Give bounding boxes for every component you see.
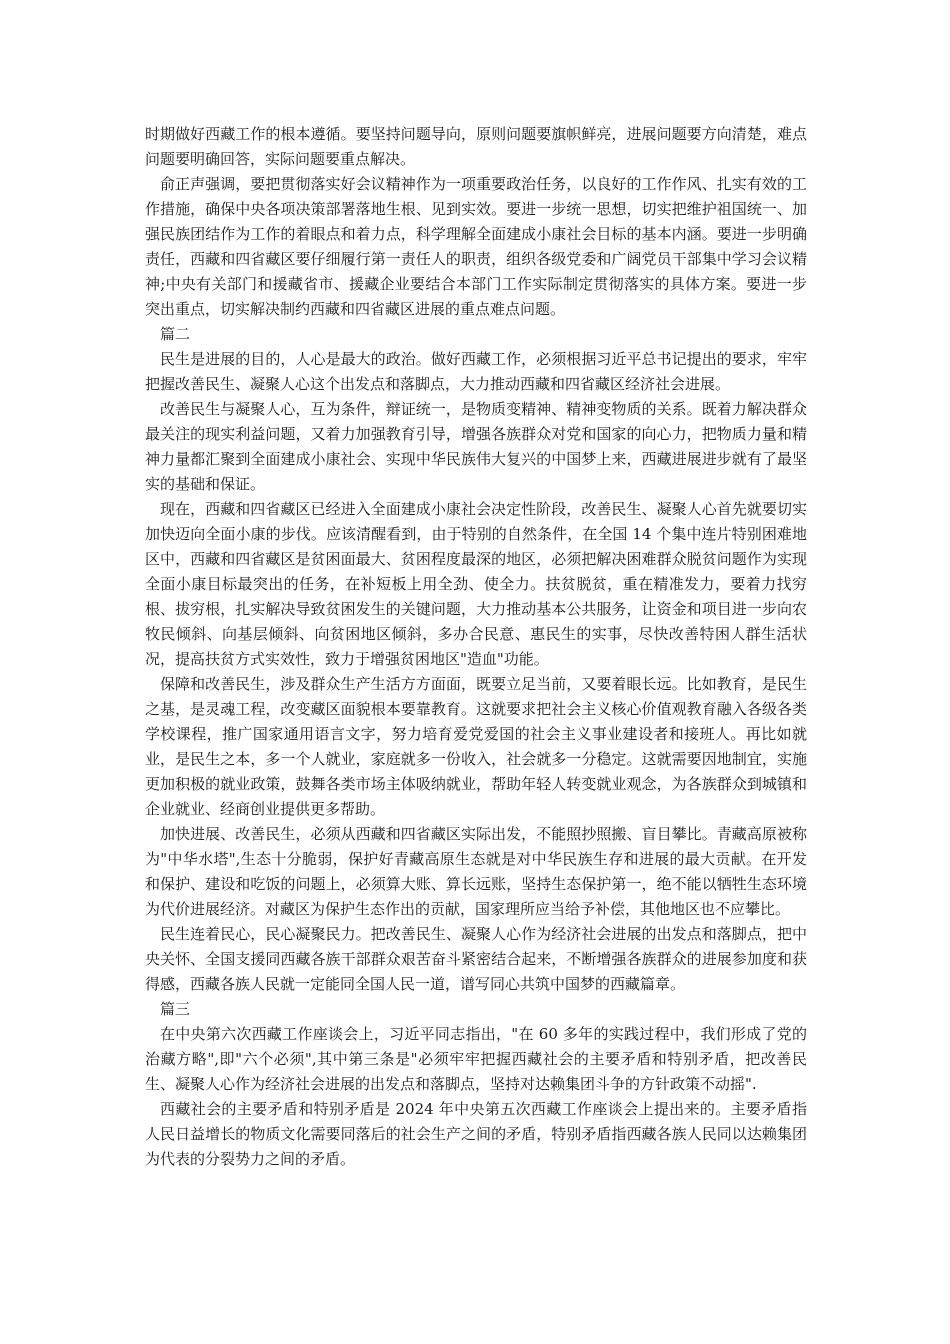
paragraph: 现在，西藏和四省藏区已经进入全面建成小康社会决定性阶段，改善民生、凝聚人心首先就要切实加快迈向全面小康的步伐。应该清醒看到，由于特别的自然条件，在全国 14 个集中连片特别困难地区中，西藏和四省藏区是贫困面最大、贫困程度最深的地区，必须把解决困难群众脱贫问题作为实现全面小康目标最突出的任务，在补短板上用全劲、使全力。扶贫脱贫，重在精准发力，要着力找穷根、拔穷根，扎实解决导致贫困发生的关键问题，大力推动基本公共服务，让资金和项目进一步向农牧民倾斜、向基层倾斜、向贫困地区倾斜，多办合民意、惠民生的实事，尽快改善特困人群生活状况，提高扶贫方式实效性，致力于增强贫困地区"造血"功能。 — [145, 500, 807, 668]
paragraph: 保障和改善民生，涉及群众生产生活方方面面，既要立足当前，又要着眼长远。比如教育，是民生之基，是灵魂工程，改变藏区面貌根本要靠教育。这就要求把社会主义核心价值观教育融入各级各类学校课程，推广国家通用语言文字，努力培育爱党爱国的社会主义事业建设者和接班人。再比如就业，是民生之本，多一个人就业，家庭就多一份收入，社会就多一分稳定。这就需要因地制宜，实施更加积极的就业政策，鼓舞各类市场主体吸纳就业，帮助年轻人转变就业观念，为各族群众到城镇和企业就业、经商创业提供更多帮助。 — [145, 675, 807, 818]
paragraph: 西藏社会的主要矛盾和特别矛盾是 2024 年中央第五次西藏工作座谈会上提出来的。主要矛盾指人民日益增长的物质文化需要同落后的社会生产之间的矛盾，特别矛盾指西藏各族人民同以达赖集团为代表的分裂势力之间的矛盾。 — [145, 1100, 807, 1168]
paragraph-yu-zhengsheng: 俞正声强调，要把贯彻落实好会议精神作为一项重要政治任务，以良好的工作作风、扎实有效的工作措施，确保中央各项决策部署落地生根、见到实效。要进一步统一思想，切实把维护祖国统一、加强民族团结作为工作的着眼点和着力点，科学理解全面建成小康社会目标的基本内涵。要进一步明确责任，西藏和四省藏区要仔细履行第一责任人的职责，组织各级党委和广阔党员干部集中学习会议精神;中央有关部门和援藏省市、援藏企业要结合本部门工作实际制定贯彻落实的具体方案。要进一步突出重点，切实解决制约西藏和四省藏区进展的重点难点问题。 — [145, 175, 807, 318]
section-heading-part-two: 篇二 — [160, 325, 191, 343]
paragraph: 改善民生与凝聚人心，互为条件，辩证统一，是物质变精神、精神变物质的关系。既着力解决群众最关注的现实利益问题，又着力加强教育引导，增强各族群众对党和国家的向心力，把物质力量和精神力量都汇聚到全面建成小康社会、实现中华民族伟大复兴的中国梦上来，西藏进展进步就有了最坚实的基础和保证。 — [145, 400, 807, 493]
document-page — [145, 122, 807, 1172]
section-heading-part-three: 篇三 — [160, 1000, 191, 1018]
paragraph: 在中央第六次西藏工作座谈会上，习近平同志指出，"在 60 多年的实践过程中，我们形成了党的治藏方略",即"六个必须",其中第三条是"必须牢牢把握西藏社会的主要矛盾和特别矛盾，把改善民生、凝聚人心作为经济社会进展的出发点和落脚点，坚持对达赖集团斗争的方针政策不动摇". — [145, 1025, 807, 1093]
paragraph-continuation: 时期做好西藏工作的根本遵循。要坚持问题导向，原则问题要旗帜鲜亮，进展问题要方向清楚，难点问题要明确回答，实际问题要重点解决。 — [145, 125, 807, 168]
paragraph: 民生是进展的目的，人心是最大的政治。做好西藏工作，必须根据习近平总书记提出的要求，牢牢把握改善民生、凝聚人心这个出发点和落脚点，大力推动西藏和四省藏区经济社会进展。 — [145, 350, 807, 393]
paragraph: 加快进展、改善民生，必须从西藏和四省藏区实际出发，不能照抄照搬、盲目攀比。青藏高原被称为"中华水塔",生态十分脆弱，保护好青藏高原生态就是对中华民族生存和进展的最大贡献。在开发和保护、建设和吃饭的问题上，必须算大账、算长远账，坚持生态保护第一，绝不能以牺牲生态环境为代价进展经济。对藏区为保护生态作出的贡献，国家理所应当给予补偿，其他地区也不应攀比。 — [145, 825, 807, 918]
paragraph: 民生连着民心，民心凝聚民力。把改善民生、凝聚人心作为经济社会进展的出发点和落脚点，把中央关怀、全国支援同西藏各族干部群众艰苦奋斗紧密结合起来，不断增强各族群众的进展参加度和获得感，西藏各族人民就一定能同全国人民一道，谱写同心共筑中国梦的西藏篇章。 — [145, 925, 807, 993]
